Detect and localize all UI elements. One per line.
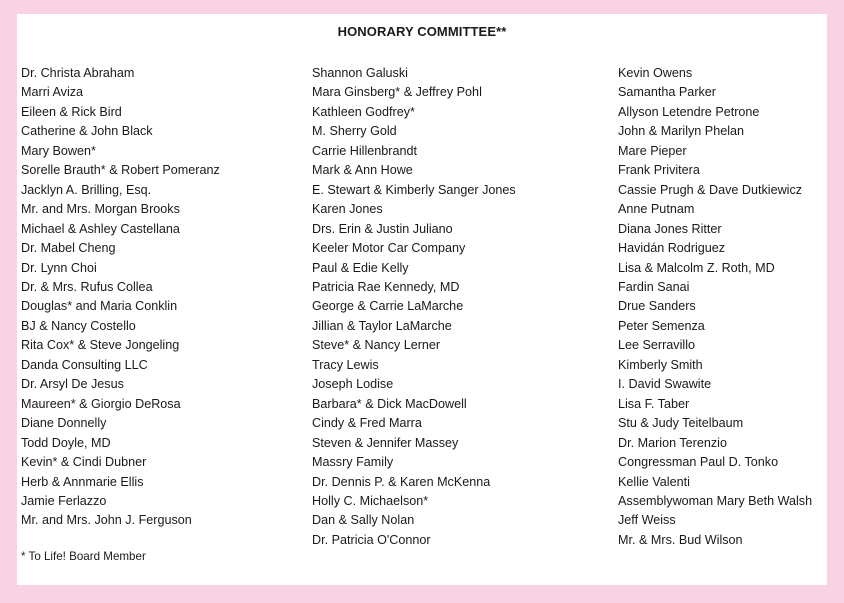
committee-member-name: Dr. Lynn Choi (21, 260, 97, 275)
committee-member-name: Fardin Sanai (618, 279, 690, 294)
committee-member-name: John & Marilyn Phelan (618, 124, 745, 139)
committee-member-name: BJ & Nancy Costello (21, 318, 136, 333)
committee-member-name: Mary Bowen* (21, 143, 96, 158)
committee-member-name: Lisa F. Taber (618, 396, 690, 411)
committee-member-name: Shannon Galuski (312, 66, 408, 80)
committee-member-name: I. David Swawite (618, 377, 712, 392)
committee-member-name: Stu & Judy Teitelbaum (618, 416, 744, 431)
committee-member-name: Frank Privitera (618, 163, 700, 178)
committee-member-name: Kathleen Godfrey* (312, 104, 415, 119)
committee-member-name: Dan & Sally Nolan (312, 513, 415, 528)
committee-member-name: Michael & Ashley Castellana (21, 221, 180, 236)
committee-member-name: Massry Family (312, 455, 394, 470)
committee-member-name: Kevin Owens (618, 66, 693, 80)
committee-member-name: Mare Pieper (618, 143, 687, 158)
committee-member-name: Barbara* & Dick MacDowell (312, 396, 467, 411)
committee-member-name: George & Carrie LaMarche (312, 299, 464, 314)
committee-member-name: Joseph Lodise (312, 377, 394, 392)
footnote: * To Life! Board Member (21, 550, 146, 563)
name-column-3 (618, 64, 812, 550)
committee-member-name: Holly C. Michaelson* (312, 493, 429, 508)
committee-member-name: Dr. Arsyl De Jesus (21, 377, 124, 392)
committee-member-name: Assemblywoman Mary Beth Walsh (618, 493, 813, 508)
committee-member-name: Herb & Annmarie Ellis (21, 474, 144, 489)
committee-member-name: Mara Ginsberg* & Jeffrey Pohl (312, 85, 482, 100)
committee-member-name: Drs. Erin & Justin Juliano (312, 221, 453, 236)
committee-member-name: Diana Jones Ritter (618, 221, 722, 236)
committee-member-name: Steve* & Nancy Lerner (312, 338, 441, 353)
committee-member-name: E. Stewart & Kimberly Sanger Jones (312, 182, 516, 197)
page-title: HONORARY COMMITTEE** (337, 24, 507, 39)
committee-member-name: Steven & Jennifer Massey (312, 435, 459, 450)
name-column-2 (312, 64, 516, 550)
committee-member-name: Karen Jones (312, 202, 383, 217)
committee-member-name: Carrie Hillenbrandt (312, 143, 417, 158)
committee-member-name: Patricia Rae Kennedy, MD (312, 279, 460, 294)
committee-member-name: Cassie Prugh & Dave Dutkiewicz (618, 182, 803, 197)
committee-member-name: Dr. & Mrs. Rufus Collea (21, 279, 153, 294)
committee-member-name: Peter Semenza (618, 318, 705, 333)
name-column-1 (21, 64, 220, 531)
committee-member-name: Mr. and Mrs. Morgan Brooks (21, 202, 180, 217)
committee-member-name: Jeff Weiss (618, 513, 676, 528)
committee-member-name: Cindy & Fred Marra (312, 416, 422, 431)
committee-member-name: Kellie Valenti (618, 474, 690, 489)
committee-member-name: Douglas* and Maria Conklin (21, 299, 178, 314)
committee-member-name: Eileen & Rick Bird (21, 104, 122, 119)
committee-member-name: Danda Consulting LLC (21, 357, 148, 372)
committee-member-name: Mr. and Mrs. John J. Ferguson (21, 513, 192, 528)
committee-member-name: Diane Donnelly (21, 416, 107, 431)
committee-member-name: Dr. Marion Terenzio (618, 435, 727, 450)
committee-member-name: Dr. Christa Abraham (21, 66, 135, 80)
committee-member-name: Tracy Lewis (312, 357, 379, 372)
committee-member-name: Congressman Paul D. Tonko (618, 455, 779, 470)
committee-member-name: Lee Serravillo (618, 338, 696, 353)
committee-member-name: Drue Sanders (618, 299, 696, 314)
committee-member-name: M. Sherry Gold (312, 124, 397, 139)
committee-member-name: Paul & Edie Kelly (312, 260, 409, 275)
committee-member-name: Kimberly Smith (618, 357, 703, 372)
committee-member-name: Mark & Ann Howe (312, 163, 413, 178)
committee-member-name: Dr. Patricia O'Connor (312, 532, 431, 547)
committee-member-name: Allyson Letendre Petrone (618, 104, 760, 119)
committee-member-name: Dr. Mabel Cheng (21, 241, 116, 256)
committee-member-name: Marri Aviza (21, 85, 84, 100)
committee-member-name: Mr. & Mrs. Bud Wilson (618, 532, 743, 547)
committee-member-name: Dr. Dennis P. & Karen McKenna (312, 474, 491, 489)
committee-member-name: Rita Cox* & Steve Jongeling (21, 338, 180, 353)
committee-member-name: Keeler Motor Car Company (312, 241, 466, 256)
committee-member-name: Jillian & Taylor LaMarche (312, 318, 452, 333)
committee-member-name: Maureen* & Giorgio DeRosa (21, 396, 181, 411)
committee-member-name: Havidán Rodriguez (618, 241, 726, 256)
committee-member-name: Anne Putnam (618, 202, 695, 217)
committee-member-name: Catherine & John Black (21, 124, 153, 139)
committee-member-name: Lisa & Malcolm Z. Roth, MD (618, 260, 775, 275)
committee-member-name: Sorelle Brauth* & Robert Pomeranz (21, 163, 220, 178)
committee-member-name: Todd Doyle, MD (21, 435, 111, 450)
committee-member-name: Kevin* & Cindi Dubner (21, 455, 147, 470)
committee-member-name: Jacklyn A. Brilling, Esq. (21, 182, 152, 197)
committee-member-name: Jamie Ferlazzo (21, 493, 107, 508)
committee-member-name: Samantha Parker (618, 85, 717, 100)
committee-panel (17, 14, 827, 585)
